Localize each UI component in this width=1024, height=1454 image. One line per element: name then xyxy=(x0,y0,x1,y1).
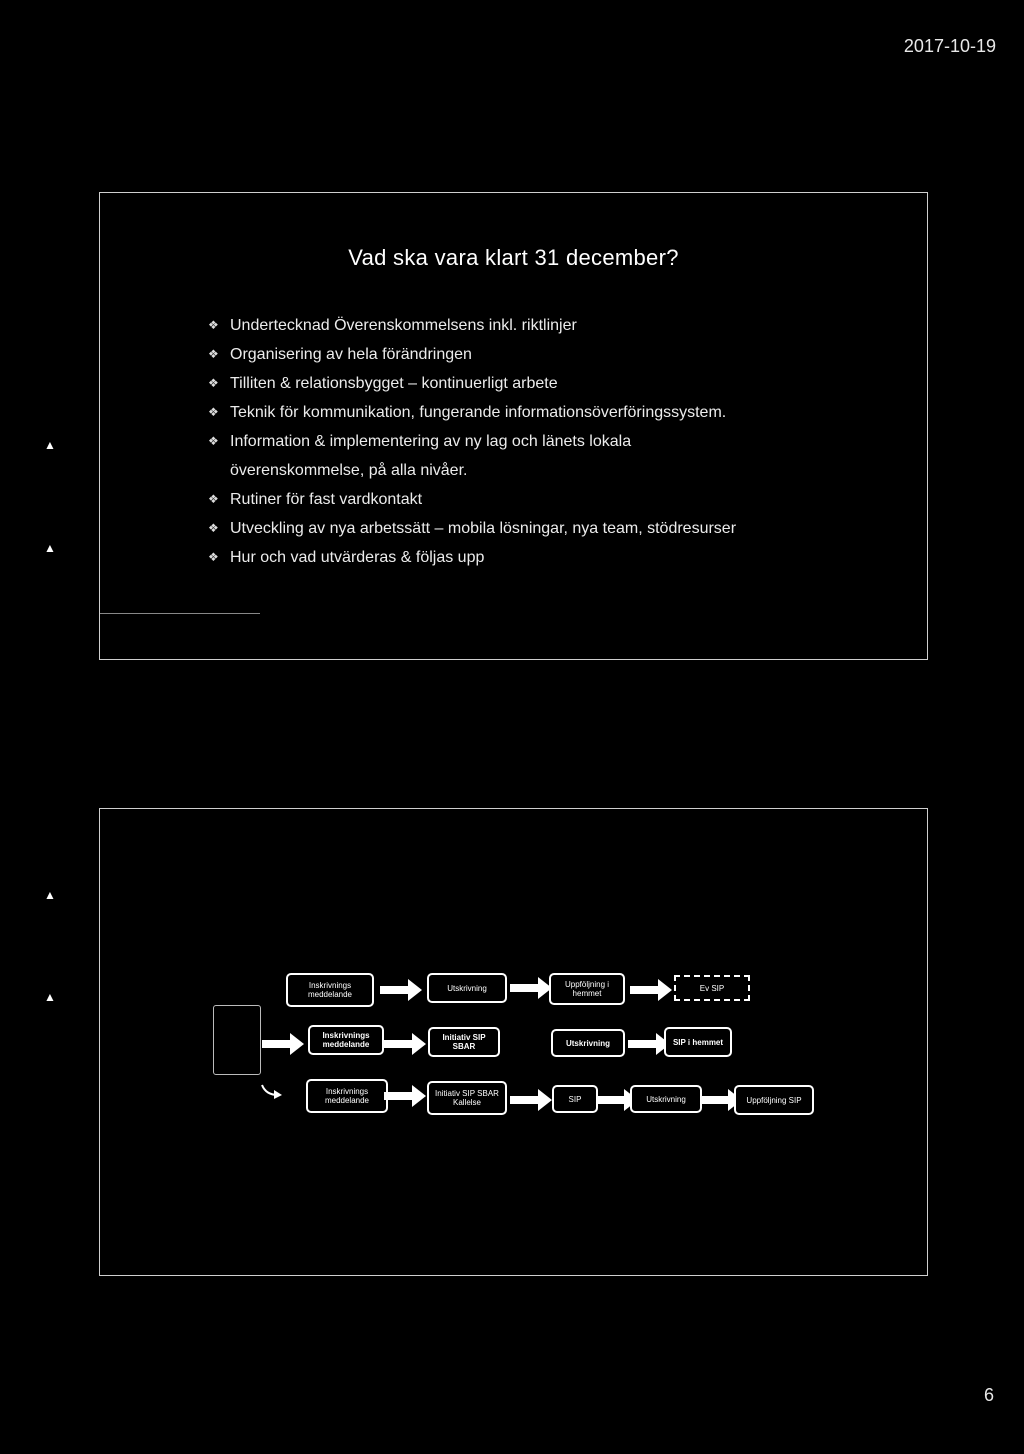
flow-box: Uppföljning i hemmet xyxy=(549,973,625,1005)
diamond-bullet-icon: ❖ xyxy=(208,492,219,506)
side-mark: ▲ xyxy=(44,888,56,902)
slide-2 xyxy=(99,808,928,1276)
arrow-right-icon xyxy=(262,1033,304,1055)
diamond-bullet-icon: ❖ xyxy=(208,550,219,564)
flow-box: SIP xyxy=(552,1085,598,1113)
page-number: 6 xyxy=(983,1385,994,1405)
flow-box: Inskrivnings meddelande xyxy=(286,973,374,1007)
page-date: 2017-10-19 xyxy=(903,36,996,56)
diamond-bullet-icon: ❖ xyxy=(208,434,219,448)
flow-box: Utskrivning xyxy=(427,973,507,1003)
arrow-right-icon xyxy=(630,979,672,1001)
arrow-right-icon xyxy=(510,1089,552,1111)
flow-box: Initiativ SIP SBAR Kallelse xyxy=(427,1081,507,1115)
bullet-item: ❖ Organisering av hela förändringen xyxy=(208,340,908,369)
bullet-item: ❖ Hur och vad utvärderas & följas upp xyxy=(208,543,908,572)
bullet-item: ❖ Rutiner för fast vardkontakt xyxy=(208,485,908,514)
side-panel xyxy=(213,1005,261,1075)
side-mark: ▲ xyxy=(44,438,56,452)
side-mark: ▲ xyxy=(44,990,56,1004)
diamond-bullet-icon: ❖ xyxy=(208,347,219,361)
side-mark: ▲ xyxy=(44,541,56,555)
flow-box: Utskrivning xyxy=(630,1085,702,1113)
bullet-item: ❖ Tilliten & relationsbygget – kontinuerligt arbete xyxy=(208,369,908,398)
flow-box: SIP i hemmet xyxy=(664,1027,732,1057)
bullet-item: ❖ Teknik för kommunikation, fungerande informationsöverföringssystem. xyxy=(208,398,908,427)
flow-box: Inskrivnings meddelande xyxy=(308,1025,384,1055)
flow-box: Utskrivning xyxy=(551,1029,625,1057)
bullet-item: ❖ Utveckling av nya arbetssätt – mobila lösningar, nya team, stödresurser xyxy=(208,514,908,543)
arrow-right-icon xyxy=(384,1033,426,1055)
flow-box-dashed: Ev SIP xyxy=(674,975,750,1001)
bullet-item: ❖ Information & implementering av ny lag och länets lokala överenskommelse, på alla nivåer. xyxy=(208,427,908,485)
diamond-bullet-icon: ❖ xyxy=(208,405,219,419)
slide-title: Vad ska vara klart 31 december? xyxy=(348,245,679,270)
diamond-bullet-icon: ❖ xyxy=(208,521,219,535)
arrow-right-icon xyxy=(380,979,422,1001)
slide-1 xyxy=(99,192,928,660)
flow-box: Initiativ SIP SBAR xyxy=(428,1027,500,1057)
diamond-bullet-icon: ❖ xyxy=(208,318,219,332)
diamond-bullet-icon: ❖ xyxy=(208,376,219,390)
flow-box: Inskrivnings meddelande xyxy=(306,1079,388,1113)
arrow-right-icon xyxy=(384,1085,426,1107)
bullet-item: ❖ Undertecknad Överenskommelsens inkl. riktlinjer xyxy=(208,311,908,340)
bullet-list xyxy=(208,311,908,572)
arrow-right-icon xyxy=(510,977,552,999)
flow-box: Uppföljning SIP xyxy=(734,1085,814,1115)
footer-divider xyxy=(100,613,260,614)
curved-arrow-icon xyxy=(260,1083,282,1099)
